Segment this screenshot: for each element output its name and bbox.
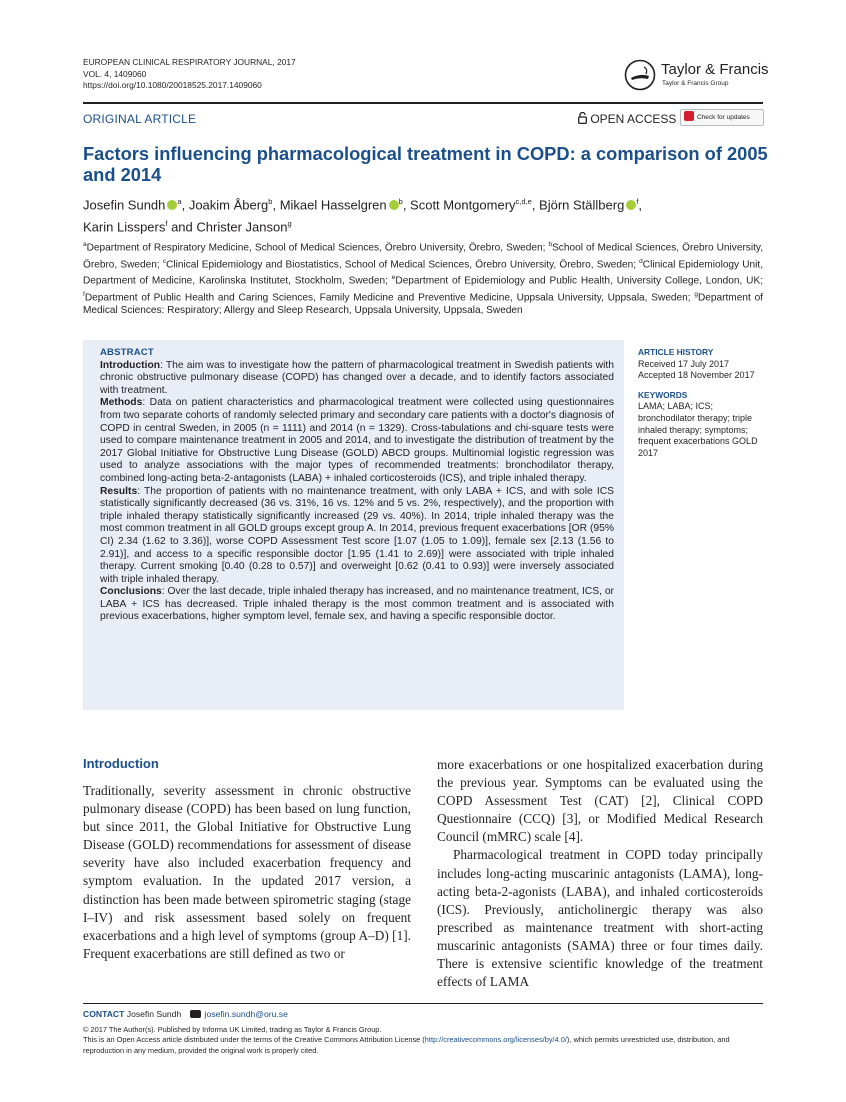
body-paragraph: Pharmacological treatment in COPD today principally includes long-acting muscarinic antagonists (LAMA), long-acting beta-2-agonists (LABA), and inhaled corticosteroids (ICS). Previously, anticholinergic therapy was also prescribed as maintenance treatment with short-acting muscarinic antagonists (SAMA) three or four times daily. There is extensive scientific knowledge of the treatment effects of LAMA — [437, 847, 763, 990]
keywords-list: LAMA; LABA; ICS; bronchodilator therapy; triple inhaled therapy; symptoms; frequent exacerbations GOLD 2017 — [638, 401, 758, 458]
abstract — [100, 347, 614, 624]
check-updates-label: Check for updates — [697, 114, 750, 121]
lamp-icon — [624, 59, 656, 91]
orcid-icon[interactable] — [389, 200, 399, 210]
abstract-introduction: Introduction: The aim was to investigate how the pattern of pharmacological treatment in Swedish patients with chronic obstructive pulmonary disease (COPD) has changed over a decade, and to identify factors associated with treatment. — [100, 359, 614, 396]
abstract-conclusions: Conclusions: Over the last decade, triple inhaled therapy has increased, and no maintenance treatment, ICS, or LABA + ICS has decreased. Triple inhaled therapy is the most common treatment and is associated with previous exacerbations, higher symptom level, female sex, and having a specific responsible doctor. — [100, 586, 614, 623]
author-separator: , — [638, 197, 643, 213]
body-column-left — [83, 782, 411, 963]
affiliation-marker: g — [694, 290, 699, 298]
author-affiliation-marker: a — [177, 197, 182, 206]
publisher-logo[interactable] — [624, 57, 769, 93]
affiliation-marker: b — [548, 241, 553, 248]
author-name: Scott Montgomery — [410, 197, 516, 213]
contact-label: CONTACT — [83, 1009, 125, 1019]
author-name: Josefin Sundh — [83, 197, 166, 213]
received-date: Received 17 July 2017 — [638, 358, 730, 369]
abstract-results: Results: The proportion of patients with no maintenance treatment, with only LABA + ICS, and with sole ICS statistically significantly decreased (36 vs. 31%, 16 vs. 12% and 5 vs. 2%, respectively), and the proportion with triple inhaled therapy statistically significantly increased (29 vs. 40%). In 2014, triple inhaled therapy was the most common treatment in all GOLD groups except group A. In 2014, previous frequent exacerbations [OR (95% CI) 2.34 (1.62 to 3.36)], worse COPD Assessment Test score [1.07 (1.05 to 1.09)], female sex [2.13 (1.56 to 2.91)], and access to a specific responsible doctor [1.95 (1.41 to 2.69)] were associated with triple inhaled therapy. Current smoking [0.40 (0.28 to 0.57)] and overweight [0.62 (0.41 to 0.93)] were inversely associated with triple inhaled therapy. — [100, 485, 614, 585]
author-name: Christer Janson — [196, 219, 288, 235]
author-separator: and — [167, 219, 197, 235]
article-type: ORIGINAL ARTICLE — [83, 112, 197, 126]
affiliation-marker: c — [162, 257, 167, 265]
orcid-icon[interactable] — [167, 200, 177, 210]
author-affiliation-marker: g — [287, 218, 292, 228]
journal-doi[interactable]: https://doi.org/10.1080/20018525.2017.1409060 — [83, 80, 262, 90]
author-name: Karin Lisspers — [83, 219, 166, 235]
contact-email[interactable]: josefin.sundh@oru.se — [204, 1009, 288, 1019]
author-separator: , — [531, 197, 540, 213]
author-list — [83, 193, 763, 237]
author-affiliation-marker: b — [268, 197, 273, 206]
body-column-right — [437, 756, 763, 991]
article-title: Factors influencing pharmacological treatment in COPD: a comparison of 2005 and 2014 — [83, 143, 768, 185]
crossmark-icon — [684, 111, 694, 121]
author-separator: , — [181, 197, 189, 213]
contact-name: Josefin Sundh — [126, 1009, 182, 1019]
copyright-notice: © 2017 The Author(s). Published by Informa UK Limited, trading as Taylor & Francis Group. — [83, 1025, 382, 1034]
author-name: Mikael Hasselgren — [279, 197, 387, 213]
affiliation-text: School of Medical Sciences, Örebro University, Örebro, Sweden; — [83, 242, 763, 270]
open-access-badge — [578, 112, 676, 126]
author-affiliation-marker: b — [398, 197, 403, 206]
author-separator: , — [402, 197, 411, 213]
author-affiliation-marker: f — [165, 218, 168, 228]
publisher-name: Taylor & Francis — [661, 61, 769, 78]
affiliation-text: Department of Epidemiology and Public Health, University College, London, UK; — [395, 275, 763, 287]
affiliation-text: Department of Public Health and Caring Sciences, Family Medicine and Preventive Medicine, Uppsala University, Uppsala, Sweden; — [84, 292, 695, 304]
author-affiliation-marker: c,d,e — [515, 197, 532, 206]
header-rule — [83, 102, 763, 104]
keywords-heading: KEYWORDS — [638, 389, 688, 400]
author-affiliation-marker: f — [636, 197, 639, 206]
journal-name: EUROPEAN CLINICAL RESPIRATORY JOURNAL, 2017 — [83, 57, 296, 67]
license-footer — [83, 1025, 763, 1056]
article-history-heading: ARTICLE HISTORY — [638, 347, 714, 357]
affiliation-marker: e — [391, 274, 396, 282]
abstract-heading: ABSTRACT — [100, 347, 154, 358]
author-name: Joakim Åberg — [188, 197, 269, 213]
affiliation-marker: a — [83, 241, 87, 248]
check-for-updates-button[interactable] — [680, 109, 764, 126]
contact-line — [83, 1009, 288, 1019]
publisher-group: Taylor & Francis Group — [662, 80, 729, 87]
affiliation-marker: d — [639, 257, 643, 265]
accepted-date: Accepted 18 November 2017 — [638, 370, 755, 381]
affiliation-text: Department of Medical Sciences: Respiratory; Allergy and Sleep Research, Uppsala University, Uppsala, Sweden — [83, 292, 763, 317]
article-sidebar — [638, 347, 768, 459]
affiliation-text: Clinical Epidemiology and Biostatistics, School of Medical Sciences, Örebro University, Örebro, Sweden; — [166, 258, 640, 270]
journal-volume: VOL. 4, 1409060 — [83, 68, 147, 79]
affiliation-text: Clinical Epidemiology Unit, Department of Medicine, Karolinska Institutet, Stockholm, Sweden; — [83, 258, 764, 287]
body-paragraph: more exacerbations or one hospitalized exacerbation during the previous year. Symptoms can be evaluated using the COPD Assessment Test (CAT) [2], Clinical COPD Questionnaire (CCQ) [3], or Modified Medical Research Council (mMRC) scale [4]. — [437, 757, 763, 845]
body-paragraph: Traditionally, severity assessment in chronic obstructive pulmonary disease (COPD) has been based on lung function, but since 2011, the Global Initiative for Obstructive Lung Disease (GOLD) recommendations for assessment of disease severity have also included exacerbation frequency and symptom evaluation. In the updated 2017 version, a distinction has been made between spirometric staging (stage I–IV) and risk assessment based solely on frequent exacerbations and a high level of symptoms (group A–D) [1]. Frequent exacerbations are still defined as two or — [83, 783, 411, 961]
license-notice: This is an Open Access article distributed under the terms of the Creative Commons Attribution License (http://creativecommons.org/licenses/by/4.0/), which permits unrestricted use, distribution, and reproduction in any medium, provided the original work is properly cited. — [83, 1035, 730, 1055]
introduction-heading: Introduction — [83, 756, 159, 771]
open-lock-icon — [578, 112, 587, 124]
open-access-label: OPEN ACCESS — [590, 112, 677, 126]
orcid-icon[interactable] — [626, 200, 636, 210]
author-name: Björn Ställberg — [539, 197, 625, 213]
email-icon — [190, 1010, 201, 1018]
journal-header — [83, 57, 296, 92]
affiliation-marker: f — [83, 290, 85, 298]
affiliations — [83, 238, 763, 317]
author-separator: , — [272, 197, 280, 213]
footer-rule — [83, 1003, 763, 1004]
abstract-methods: Methods: Data on patient characteristics and pharmacological treatment were collected using questionnaires from two separate cohorts of randomly selected primary and secondary care patients with a doctor's diagnosis of COPD in central Sweden, in 2005 (n = 1111) and 2014 (n = 1329). Cross-tabulations and chi-square tests were used to compare maintenance treatment in 2005 and 2014, and to investigate the distribution of treatment by the 2017 Global Initiative for Obstructive Lung Disease (GOLD) ABCD groups. Multinomial logistic regression was used to analyze associations with the major types of recommended treatments: bronchodilator therapy, combined long-acting beta-2-antagonists (LABA) + inhaled corticosteroids (ICS), and triple inhaled therapy. — [100, 397, 614, 484]
affiliation-text: Department of Respiratory Medicine, School of Medical Sciences, Örebro University, Örebro, Sweden; — [86, 242, 549, 254]
license-link[interactable]: http://creativecommons.org/licenses/by/4.0/ — [424, 1035, 567, 1045]
